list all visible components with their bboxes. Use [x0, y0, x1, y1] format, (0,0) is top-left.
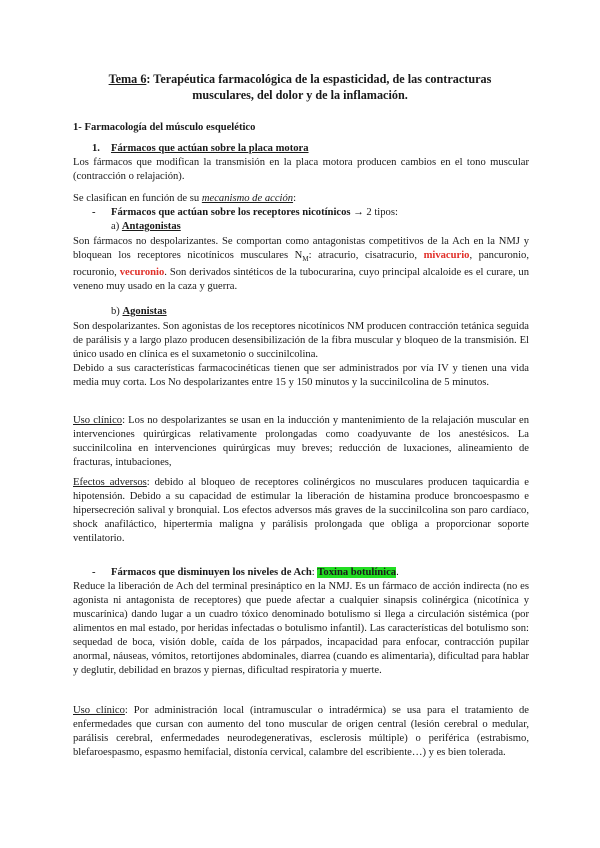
classification-text: Se clasifican en función de su [73, 193, 202, 204]
section-heading: 1- Farmacología del músculo esquelético [73, 122, 256, 133]
subheading-a [111, 220, 181, 234]
highlight-toxina: Toxina botulínica [317, 567, 397, 578]
agonists-paragraph: Son despolarizantes. Son agonistas de los receptores nicotínicos NM producen contracción tetánica seguida de parálisis y a largo plazo producen desensibilización de la fibra muscular y bloqueo de la transmisión. El único usado en clínica es el suxametonio o succinilcolina. [73, 321, 529, 360]
adverse-effects-text: : debido al bloqueo de receptores colinérgicos no musculares producen taquicardia e hipotensión. Debido a su capacidad de estimular la liberación de histamina produce broncoespasmo e hipersecreción salival y bronquial. Los efectos adversos más graves de la succinilcolina son paro cardíaco, shock anafiláctico, hipertermia maligna y parálisis prolongada que obliga a proporcionar soporte ventilatorio. [73, 477, 530, 544]
subheading-a-label: Antagonistas [121, 221, 181, 232]
title-line2: musculares, del dolor y de la inflamación. [192, 88, 408, 102]
subheading-a-letter: a) [111, 221, 122, 232]
intro-paragraph: Los fármacos que modifican la transmisión en la placa motora producen cambios en el tono muscular (contracción o relajación). [73, 157, 529, 182]
antag-text-4: . Son derivados sintéticos de la tubocurarina, cuyo principal alcaloide es el curare, un veneno muy usado en la caza y guerra. [73, 267, 529, 293]
bullet-dash-2: - [92, 567, 96, 578]
bullet-receptores-post: → 2 tipos: [350, 207, 398, 218]
bullet-receptores-label: Fármacos que actúan sobre los receptores nicotínicos [111, 207, 351, 218]
adverse-effects-label: Efectos adversos [73, 477, 147, 488]
bullet-ach-colon: : [311, 567, 318, 578]
antagonists-paragraph [73, 235, 529, 294]
title-rest: : Terapéutica farmacológica de la espasticidad, de las contracturas [146, 72, 492, 86]
page-title [95, 71, 505, 103]
clinical-use-label-1: Uso clínico [73, 415, 123, 426]
drug-mivacurio: mivacurio [423, 250, 470, 261]
drug-vecuronio: vecuronio [119, 267, 165, 279]
subheading-b [111, 305, 167, 319]
classification-emphasis: mecanismo de acción [201, 193, 294, 204]
pharmacokinetics-paragraph: Debido a sus características farmacocinéticas tienen que ser administrados por vía IV y tienen una vida media muy corta. Los No despolarizantes entre 15 y 150 minutos y la succinilcolina de 5 minutos. [73, 363, 529, 388]
classification-colon: : [293, 193, 297, 204]
title-tema: Tema 6 [108, 72, 147, 86]
toxin-paragraph: Reduce la liberación de Ach del terminal presináptico en la NMJ. Es un fármaco de acción indirecta (no es agonista ni antagonista de receptores) que puede afectar a cualquier sinapsis colinérgica (nicotínica y muscarínica) dando lugar a un cuadro tóxico denominado botulismo si llega a circulación sistémica (por alimentos en mal estado, por heridas infectadas o botulismo infantil). Las características del botulismo son: sequedad de boca, visión doble, caída de los párpados, incapacidad para enfocar, contracción pupilar anormal, náuseas, vómitos, retortijones abdominales, diarrea (cuando es alimentaria), dificultad para hablar y deglutir, debilidad en brazos y piernas, dificultad respiratoria y muerte. [73, 581, 529, 676]
subheading-b-label: Agonistas [122, 306, 167, 317]
clinical-use-text-2: : Por administración local (intramuscular o intradérmica) se usa para el tratamiento de enfermedades que cursan con aumento del tono muscular de origen central (lesión cerebral o medular, parálisis cerebral, enfermedades neurodegenerativas, esclerosis múltiple) o periférica (estrabismo, blefaroespasmo, espasmo hemifacial, distonía cervical, calambre del escribiente…) y es bien tolerada. [73, 705, 530, 758]
clinical-use-label-2: Uso clínico [73, 705, 125, 716]
adverse-effects-paragraph [73, 476, 529, 546]
item1-heading: Fármacos que actúan sobre la placa motora [111, 143, 309, 154]
bullet-ach-label: Fármacos que disminuyen los niveles de Ach [111, 567, 312, 578]
bullet-dash: - [92, 207, 96, 218]
classification-paragraph [73, 192, 529, 206]
antag-text-2: : atracurio, cisatracurio, [308, 250, 424, 261]
clinical-use-text-1: : Los no despolarizantes se usan en la inducción y mantenimiento de la relajación muscular en intervenciones quirúrgicas relativamente prolongadas como coadyuvante de los anestésicos. La succinilcolina en intervenciones quirúrgicas muy breves; reducción de luxaciones, alineamiento de fracturas, intubaciones, [73, 415, 529, 468]
clinical-use-paragraph-2 [73, 704, 529, 760]
item1-number: 1. [92, 143, 100, 154]
bullet-ach [111, 566, 399, 580]
bullet-receptores [111, 206, 398, 220]
subheading-b-letter: b) [111, 306, 123, 317]
bullet-ach-period: . [396, 567, 399, 578]
antag-text-1: Son fármacos no despolarizantes. Se comportan como antagonistas competitivos de la Ach en la NMJ y bloquean los receptores nicotínicos musculares N [73, 236, 529, 261]
clinical-use-paragraph-1 [73, 414, 529, 470]
antag-subscript: M [302, 255, 309, 264]
antag-text-3: , pancuronio, rocuronio, [73, 250, 529, 279]
